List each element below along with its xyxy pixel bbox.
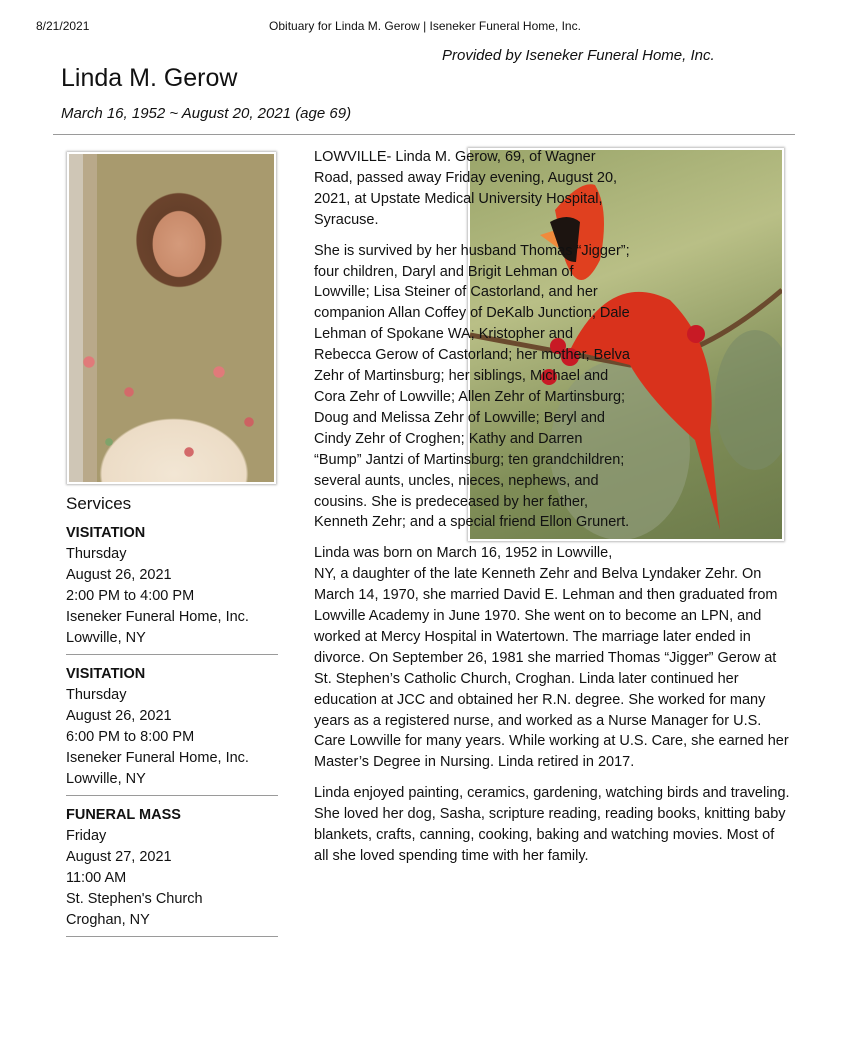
service-day: Thursday <box>66 546 127 562</box>
obituary-paragraph: She is survived by her husband Thomas “Jigger”; four children, Daryl and Brigit Lehman of Lowville; Lisa Steiner of Castorland, and her companion Allan Coffey of DeKalb Junction; Dale Lehman of Spokane WA; Kristopher and Rebecca Gerow of Castorland; her mother, Belva Zehr of Martinsburg; her siblings, Michael and Cora Zehr of Lowville; Allen Zehr of Martinsburg; Doug and Melissa Zehr of Lowville; Beryl and Cindy Zehr of Croghen; Kathy and Darren “Bump” Jantzi of Martinsburg; ten grandchildren; several aunts, uncles, nieces, nephews, and cousins. She is predeceased by her father, Kenneth Zehr; and a special friend Ellon Grunert. <box>314 242 630 531</box>
service-type: VISITATION <box>66 525 146 541</box>
service-item <box>66 805 278 937</box>
obituary-text <box>314 147 790 877</box>
service-place: Iseneker Funeral Home, Inc. <box>66 609 249 625</box>
print-date: 8/21/2021 <box>36 19 90 33</box>
service-date: August 26, 2021 <box>66 567 172 583</box>
service-date: August 27, 2021 <box>66 849 172 865</box>
obituary-paragraph: Linda enjoyed painting, ceramics, gardening, watching birds and traveling. She loved her dog, Sasha, scripture reading, reading books, knitting baby blankets, crafts, canning, cooking, baking and watching movies. Most of all she loved spending time with her family. <box>314 785 790 864</box>
service-day: Friday <box>66 828 107 844</box>
service-time: 2:00 PM to 4:00 PM <box>66 588 195 604</box>
service-place: St. Stephen's Church <box>66 891 203 907</box>
portrait-photo <box>67 152 276 484</box>
service-date: August 26, 2021 <box>66 708 172 724</box>
service-item <box>66 523 278 655</box>
service-time: 11:00 AM <box>66 870 127 886</box>
service-type: VISITATION <box>66 666 146 682</box>
service-day: Thursday <box>66 687 127 703</box>
service-city: Croghan, NY <box>66 912 150 928</box>
header-divider <box>53 134 795 135</box>
obituary-paragraph: Linda was born on March 16, 1952 in Lowville, NY, a daughter of the late Kenneth Zehr and Belva Lyndaker Zehr. On March 14, 1970, she married David E. Lehman and then graduated from Lowville Academy in June 1970. She went on to become an LPN, and worked at Mercy Hospital in Watertown. The marriage later ended in divorce. On September 26, 1981 she married Thomas “Jigger” Gerow at St. Stephen’s Catholic Church, Croghan. Linda later continued her education at JCC and obtained her R.N. degree. She worked for many years as a registered nurse, and worked as a Nurse Manager for U.S. Care Lowville for many years. While working at U.S. Care, she earned her Master’s Degree in Nursing. Linda retired in 2017. <box>314 545 789 771</box>
services-panel <box>66 494 278 946</box>
service-city: Lowville, NY <box>66 771 146 787</box>
provided-by: Provided by Iseneker Funeral Home, Inc. <box>442 47 715 64</box>
deceased-name: Linda M. Gerow <box>61 64 238 92</box>
photo-float-spacer <box>632 147 790 553</box>
service-time: 6:00 PM to 8:00 PM <box>66 729 195 745</box>
service-place: Iseneker Funeral Home, Inc. <box>66 750 249 766</box>
service-city: Lowville, NY <box>66 630 146 646</box>
service-type: FUNERAL MASS <box>66 807 181 823</box>
service-item <box>66 664 278 796</box>
obituary-paragraph: LOWVILLE- Linda M. Gerow, 69, of Wagner Road, passed away Friday evening, August 20, 2021, at Upstate Medical University Hospital, Syracuse. <box>314 149 618 228</box>
life-dates: March 16, 1952 ~ August 20, 2021 (age 69) <box>61 105 352 122</box>
services-heading: Services <box>66 494 132 513</box>
print-page-title: Obituary for Linda M. Gerow | Iseneker Funeral Home, Inc. <box>269 19 581 33</box>
floral-blouse-pattern <box>69 332 274 482</box>
